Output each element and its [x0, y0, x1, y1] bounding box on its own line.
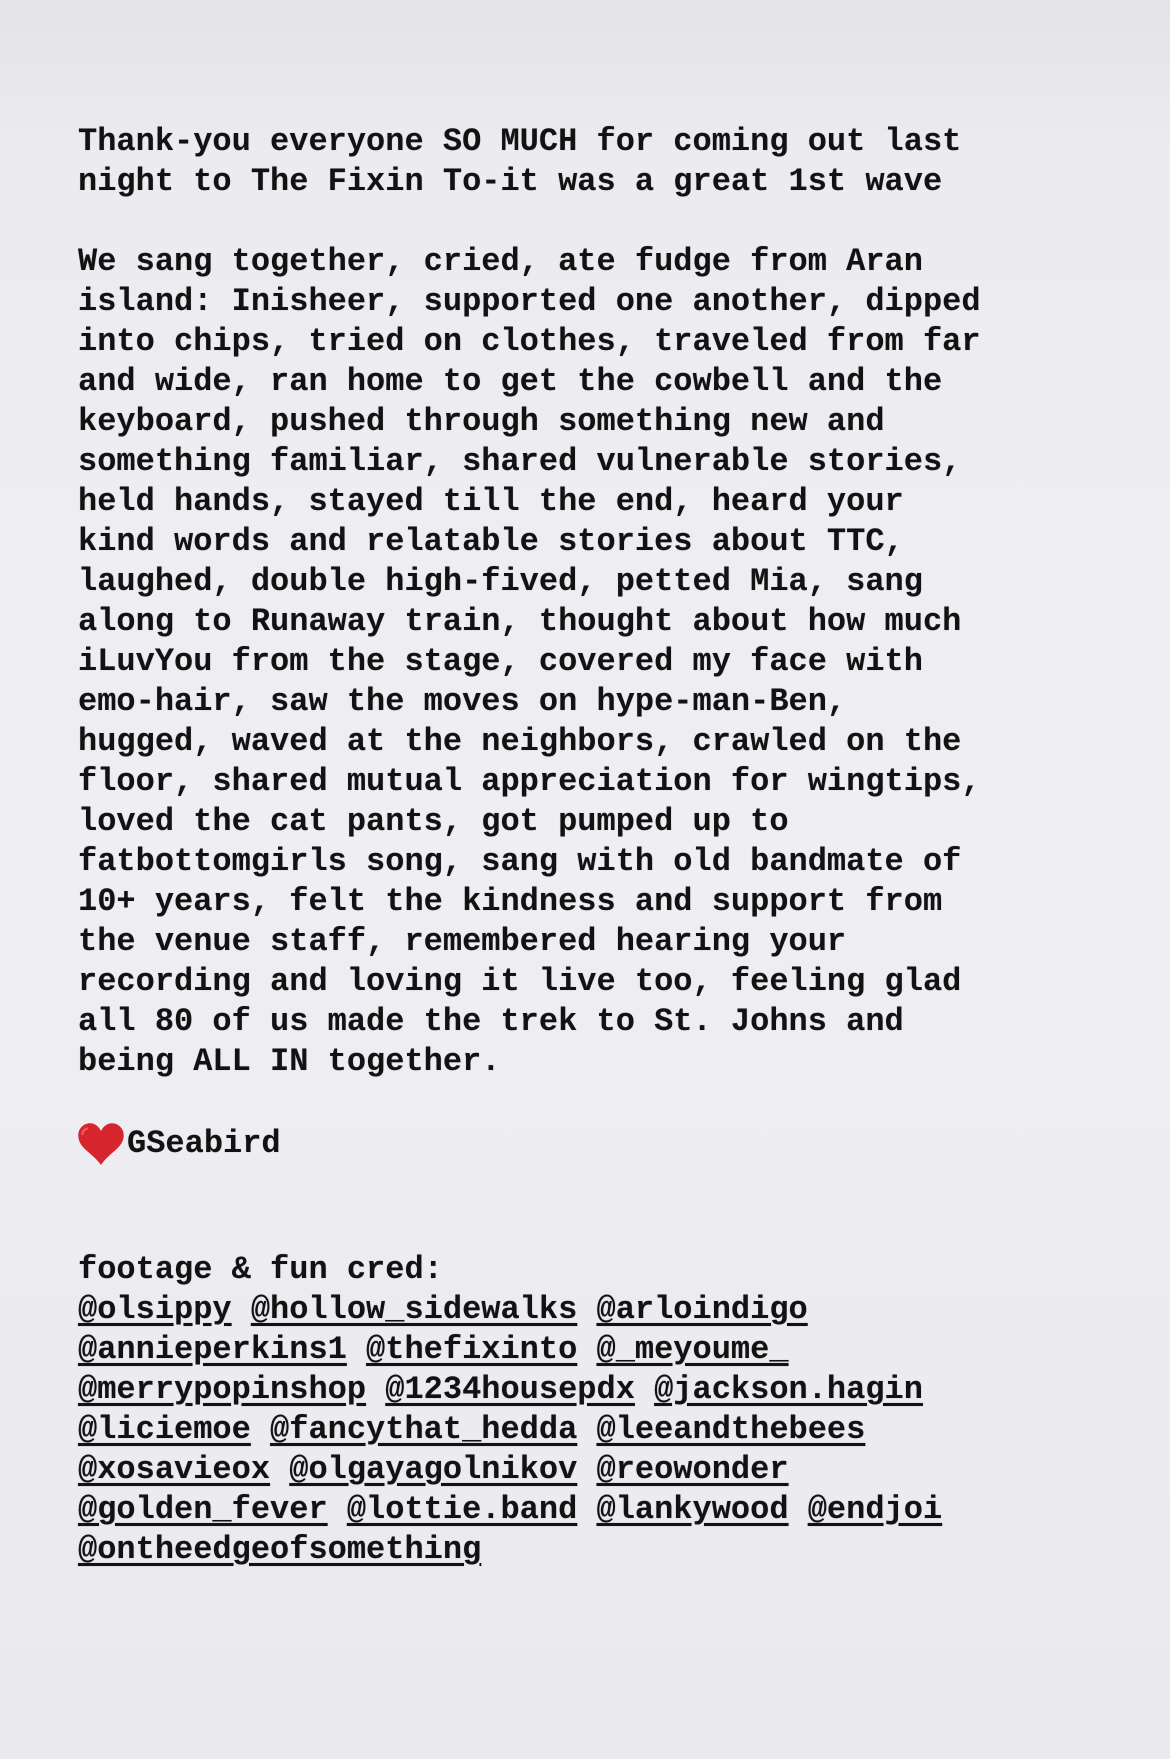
mention-link[interactable]: @hollow_sidewalks	[250, 1291, 578, 1328]
mention-link[interactable]: @jackson.hagin	[654, 1371, 923, 1408]
recap-paragraph: We sang together, cried, ate fudge from Aran island: Inisheer, supported one another, dipped into chips, tried on clothes, traveled from far and wide, ran home to get the cowbell and the keyboard, pushed through something new and something familiar, shared vulnerable stories, held hands, stayed till the end, heard your kind words and relatable stories about TTC, laughed, double high-fived, petted Mia, sang along to Runaway train, thought about how much iLuvYou from the stage, covered my face with emo-hair, saw the moves on hype-man-Ben, hugged, waved at the neighbors, crawled on the floor, shared mutual appreciation for wingtips, loved the cat pants, got pumped up to fatbottomgirls song, sang with old bandmate of 10+ years, felt the kindness and support from the venue staff, remembered hearing your recording and loving it live too, feeling glad all 80 of us made the trek to St. Johns and being ALL IN together.	[78, 243, 981, 1080]
mention-link[interactable]: @olgayagolnikov	[289, 1451, 578, 1488]
mention-handles-list	[78, 1290, 990, 1570]
red-heart-icon	[78, 1122, 124, 1166]
mention-link[interactable]: @xosavieox	[78, 1451, 271, 1488]
mention-link[interactable]: @merrypopinshop	[78, 1371, 367, 1408]
credits-section	[78, 1250, 990, 1570]
mention-link[interactable]: @leeandthebees	[596, 1411, 866, 1448]
mention-link[interactable]: @arloindigo	[596, 1291, 808, 1328]
mention-link[interactable]: @lankywood	[596, 1491, 789, 1528]
mention-link[interactable]: @endjoi	[807, 1491, 943, 1528]
mention-link[interactable]: @fancythat_hedda	[270, 1411, 578, 1448]
credits-heading: footage & fun cred:	[78, 1251, 443, 1288]
mention-link[interactable]: @golden_fever	[78, 1491, 328, 1528]
signature-row	[78, 1122, 990, 1166]
mention-link[interactable]: @ontheedgeofsomething	[78, 1531, 482, 1568]
mention-link[interactable]: @thefixinto	[366, 1331, 578, 1368]
signature-name: GSeabird	[127, 1125, 281, 1162]
mention-link[interactable]: @1234housepdx	[385, 1371, 635, 1408]
mention-link[interactable]: @reowonder	[596, 1451, 789, 1488]
mention-link[interactable]: @liciemoe	[78, 1411, 251, 1448]
mention-link[interactable]: @_meyoume_	[596, 1331, 789, 1368]
story-text-block	[78, 122, 990, 1570]
mention-link[interactable]: @annieperkins1	[78, 1331, 347, 1368]
opening-paragraph: Thank-you everyone SO MUCH for coming out last night to The Fixin To-it was a great 1st wave	[78, 123, 962, 200]
mention-link[interactable]: @olsippy	[78, 1291, 232, 1328]
mention-link[interactable]: @lottie.band	[346, 1491, 578, 1528]
